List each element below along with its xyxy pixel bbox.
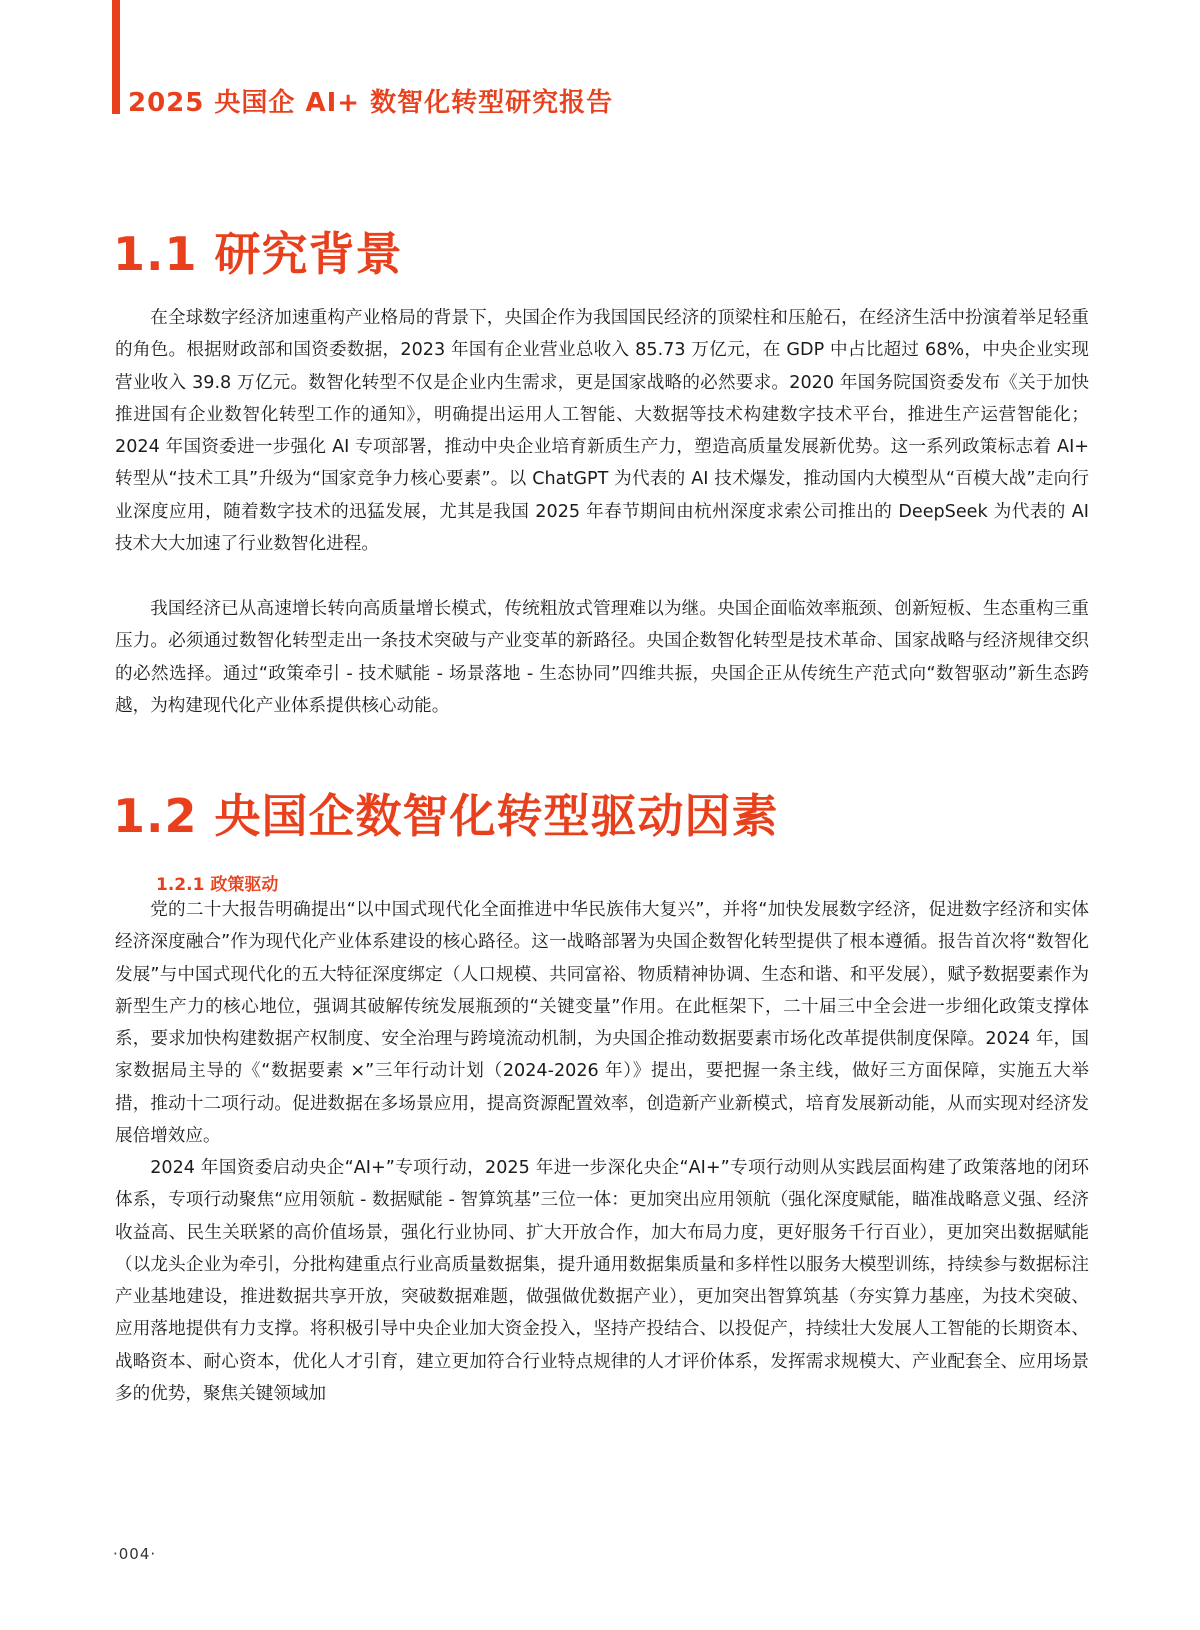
body-paragraph: 我国经济已从高速增长转向高质量增长模式，传统粗放式管理难以为继。央国企面临效率瓶颈、创新短板、生态重构三重压力。必须通过数智化转型走出一条技术突破与产业变革的新路径。央国企数智化转型是技术革命、国家战略与经济规律交织的必然选择。通过“政策牵引 - 技术赋能 - 场景落地 - 生态协同”四维共振，央国企正从传统生产范式向“数智驱动”新生态跨越，为构建现代化产业体系提供核心动能。 (115, 599, 1089, 716)
body-paragraph: 党的二十大报告明确提出“以中国式现代化全面推进中华民族伟大复兴”，并将“加快发展数字经济，促进数字经济和实体经济深度融合”作为现代化产业体系建设的核心路径。这一战略部署为央国企数智化转型提供了根本遵循。报告首次将“数智化发展”与中国式现代化的五大特征深度绑定（人口规模、共同富裕、物质精神协调、生态和谐、和平发展），赋予数据要素作为新型生产力的核心地位，强调其破解传统发展瓶颈的“关键变量”作用。在此框架下，二十届三中全会进一步细化政策支撑体系，要求加快构建数据产权制度、安全治理与跨境流动机制，为央国企推动数据要素市场化改革提供制度保障。2024 年，国家数据局主导的《“数据要素 ×”三年行动计划（2024-2026 年）》提出，要把握一条主线，做好三方面保障，实施五大举措，推动十二项行动。促进数据在多场景应用，提高资源配置效率，创造新产业新模式，培育发展新动能，从而实现对经济发展倍增效应。 (115, 900, 1089, 1147)
page-number: ·004· (113, 1545, 157, 1563)
header-accent-bar (112, 0, 120, 114)
section-title-drivers: 1.2 央国企数智化转型驱动因素 (113, 789, 779, 843)
body-paragraph: 2024 年国资委启动央企“AI+”专项行动，2025 年进一步深化央企“AI+”专项行动则从实践层面构建了政策落地的闭环体系，专项行动聚焦“应用领航 - 数据赋能 - 智算筑基”三位一体：更加突出应用领航（强化深度赋能，瞄准战略意义强、经济收益高、民生关联紧的高价值场景，强化行业协同、扩大开放合作，加大布局力度，更好服务千行百业），更加突出数据赋能（以龙头企业为牵引，分批构建重点行业高质量数据集，提升通用数据集质量和多样性以服务大模型训练，持续参与数据标注产业基地建设，推进数据共享开放，突破数据难题，做强做优数据产业），更加突出智算筑基（夯实算力基座，为技术突破、应用落地提供有力支撑。将积极引导中央企业加大资金投入，坚持产投结合、以投促产，持续壮大发展人工智能的长期资本、战略资本、耐心资本，优化人才引育，建立更加符合行业特点规律的人才评价体系，发挥需求规模大、产业配套全、应用场景多的优势，聚焦关键领域加 (115, 1158, 1089, 1405)
section-title-research-background: 1.1 研究背景 (113, 227, 403, 281)
subsection-title-policy-drivers: 1.2.1 政策驱动 (156, 875, 279, 895)
body-paragraph: 在全球数字经济加速重构产业格局的背景下，央国企作为我国国民经济的顶梁柱和压舱石，在经济生活中扮演着举足轻重的角色。根据财政部和国资委数据，2023 年国有企业营业总收入 85.73 万亿元，在 GDP 中占比超过 68%，中央企业实现营业收入 39.8 万亿元。数智化转型不仅是企业内生需求，更是国家战略的必然要求。2020 年国务院国资委发布《关于加快推进国有企业数智化转型工作的通知》，明确提出运用人工智能、大数据等技术构建数字技术平台，推进生产运营智能化；2024 年国资委进一步强化 AI 专项部署，推动中央企业培育新质生产力，塑造高质量发展新优势。这一系列政策标志着 AI+ 转型从“技术工具”升级为“国家竞争力核心要素”。以 ChatGPT 为代表的 AI 技术爆发，推动国内大模型从“百模大战”走向行业深度应用，随着数字技术的迅猛发展，尤其是我国 2025 年春节期间由杭州深度求索公司推出的 DeepSeek 为代表的 AI 技术大大加速了行业数智化进程。 (115, 308, 1089, 555)
report-header-title: 2025 央国企 AI+ 数智化转型研究报告 (128, 88, 614, 118)
